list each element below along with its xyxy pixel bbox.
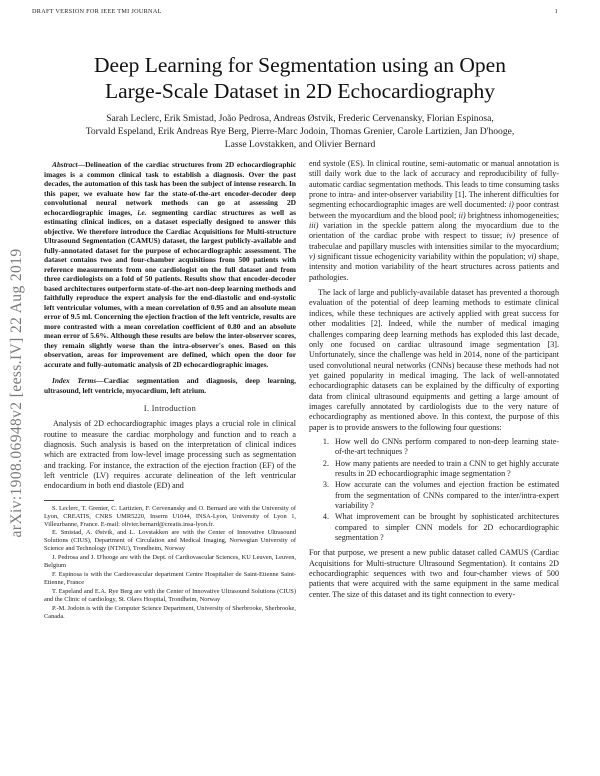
- text-run: end systole (ES). In clinical routine, semi-automatic or manual annotation is still daily work due to the lack of accuracy and reproducibility of fully-automatic cardiac segmentation methods. This leads to time consuming tasks prone to intra- and inter-observer variability [1]. The inherent difficulties for segmenting echocardiographic images are well documented:: [309, 159, 559, 210]
- arxiv-sidebar: [2, 205, 32, 580]
- title-line-2: Large-Scale Dataset in 2D Echocardiography: [104, 79, 496, 103]
- authors-line-3: Lasse Lovstakken, and Olivier Bernard: [224, 139, 376, 150]
- list-marker: iv): [506, 231, 516, 241]
- text-run: poor contrast between the myocardium and the blood pool;: [309, 200, 559, 220]
- author-list: [50, 112, 550, 151]
- arxiv-identifier: arXiv:1908.06948v2 [eess.IV] 22 Aug 2019: [8, 248, 25, 537]
- text-run: brightness inhomogeneities;: [465, 210, 559, 220]
- text-run: variation in the speckle pattern along the myocardium due to the orientation of the cardiac probe with respect to tissue;: [309, 221, 559, 241]
- footnote: T. Espeland and E.A. Rye Berg are with the Center of Innovative Ultrasound Solutions (CIUS) and the Clinic of cardiology, St. Olavs Hospital, Trondheim, Norway: [44, 587, 296, 603]
- intro-continuation: [309, 159, 559, 283]
- abstract-text-1: Delineation of the cardiac structures from 2D echocardiographic images is a common clinical task to establish a diagnosis. Over the past decades, the automation of this task has been the subject of intense research. In this paper, we evaluate how far the state-of-the-art encoder-decoder deep convolutional neural network methods can go at assessing 2D echocardiographic images,: [44, 160, 296, 217]
- motivation-paragraph: The lack of large and publicly-available dataset has prevented a thorough evaluation of the potential of deep learning methods to estimate clinical indices, while these techniques are actively applied with great success for other modalities [2]. Indeed, while the number of medical imaging challenges comparing deep learning methods has exploded this last decade, only one focused on cardiac ultrasound image segmentation [3]. Unfortunately, since the challenge was held in 2014, none of the participant used convolutional neural networks (CNNs) because these methods had not yet gained popularity in medical imaging. The lack of well-annotated echocardiographic datasets can be explained by the difficulty of exporting data from clinical ultrasound equipments and getting a large amount of images carefully annotated by cardiologists due to the very nature of echocardiography as mentioned above. In this context, the purpose of this paper is to provide answers to the following four questions:: [309, 288, 559, 432]
- index-terms-label: Index Terms—: [52, 376, 104, 385]
- index-terms-text: Cardiac segmentation and diagnosis, deep learning, ultrasound, left ventricle, myocardium, left atrium.: [44, 376, 296, 395]
- list-marker: vi): [527, 252, 537, 262]
- right-column: [309, 159, 559, 600]
- list-marker: v): [309, 252, 316, 262]
- list-marker: ii): [458, 210, 466, 220]
- running-header: [32, 8, 558, 15]
- text-run: significant tissue echogenicity variability within the population;: [315, 252, 528, 262]
- question-item: 3. How accurate can the volumes and ejection fraction be estimated from the segmentation of CNNs compared to the inter/intra-expert variability ?: [331, 480, 559, 511]
- page-number: 1: [554, 8, 558, 15]
- footnote: F. Espinosa is with the Cardiovascular department Centre Hospitalier de Saint-Etienne Saint-Etienne, France: [44, 571, 296, 586]
- title-line-1: Deep Learning for Segmentation using an Open: [94, 53, 506, 77]
- intro-paragraph: Analysis of 2D echocardiographic images plays a crucial role in clinical routine to measure the cardiac morphology and function and to reach a diagnosis. Such analysis is based on the interpretation of clinical indices which are extracted from low-level image processing such as segmentation and tracking. For instance, the extraction of the ejection fraction (EF) of the left ventricle (LV) requires accurate delineation of the left ventricular endocardium in both end diastole (ED) and: [44, 419, 296, 491]
- authors-line-2: Torvald Espeland, Erik Andreas Rye Berg, Pierre-Marc Jodoin, Thomas Grenier, Carole Lartizien, Jan D'hooge,: [85, 126, 515, 137]
- left-column: [44, 160, 296, 621]
- abstract-ie: i.e.: [137, 207, 147, 217]
- dataset-paragraph: For that purpose, we present a new public dataset called CAMUS (Cardiac Acquisitions for Multi-structure Ultrasound Segmentation). It contains 2D echocardiographic sequences with two and four-chamber views of 500 patients that were acquired with the same equipment in the same medical center. The size of this dataset and its tight connection to every-: [309, 548, 559, 599]
- question-item: 1. How well do CNNs perform compared to non-deep learning state-of-the-art techniques ?: [331, 437, 559, 458]
- footnote: E. Smistad, A. Østvik, and L. Lovstakken are with the Center of Innovative Ultrasound Solutions (CIUS), Department of Circulation and Medical Imaging, Norwegian University of Science and Technology (NTNU), Trondheim, Norway: [44, 529, 296, 553]
- index-terms: [44, 376, 296, 395]
- footnote: P.-M. Jodoin is with the Computer Science Department, University of Sherbrooke, Sherbrooke, Canada.: [44, 604, 296, 620]
- footnote-rule: [44, 500, 114, 501]
- question-item: 4. What improvement can be brought by sophisticated architectures compared to simpler CNN models for 2D echocardiographic segmentation ?: [331, 512, 559, 543]
- footnote: J. Pedrosa and J. D'hooge are with the Dept. of Cardiovascular Sciences, KU Leuven, Leuven, Belgium: [44, 554, 296, 570]
- question-item: 2. How many patients are needed to train a CNN to get highly accurate results in 2D echocardiographic image segmentation ?: [331, 459, 559, 480]
- section-heading-introduction: I. Introduction: [143, 404, 197, 413]
- list-marker: iii): [309, 221, 319, 231]
- abstract-text-2: segmenting cardiac structures as well as estimating clinical indices, on a dataset especially designed to answer this objective. We therefore introduce the Cardiac Acquisitions for Multi-structure Ultrasound Segmentation (CAMUS) dataset, the largest publicly-available and fully-annotated dataset for the purpose of echocardiographic assessment. The dataset contains two and four-chamber acquisitions from 500 patients with reference measurements from one cardiologist on the full dataset and from three cardiologists on a fold of 50 patients. Results show that encoder-decoder based architectures outperform state-of-the-art non-deep learning methods and faithfully reproduce the expert analysis for the end-diastolic and end-systolic left ventricular volumes, with a mean correlation of 0.95 and an absolute mean error of 9.5 ml. Concerning the ejection fraction of the left ventricle, results are more contrasted with a mean correlation coefficient of 0.80 and an absolute mean error of 5.6%. Although these results are below the inter-observer scores, they remain slightly worse than the intra-observer's ones. Based on this observation, areas for improvement are defined, which open the door for accurate and fully-automatic analysis of 2D echocardiographic images.: [44, 207, 296, 369]
- research-questions: [309, 437, 559, 543]
- authors-line-1: Sarah Leclerc, Erik Smistad, João Pedrosa, Andreas Østvik, Frederic Cervenansky, Florian Espinosa,: [106, 113, 494, 124]
- text-run: presence of trabeculae and papillary muscles with intensities similar to the myocardium;: [309, 231, 559, 251]
- abstract-label: Abstract—: [52, 160, 86, 169]
- paper-title: [40, 52, 560, 104]
- text-run: shape, intensity and motion variability of the heart structures across patients and pathologies.: [309, 252, 559, 282]
- list-marker: i): [508, 200, 514, 210]
- abstract: [44, 160, 296, 369]
- footnote: S. Leclerc, T. Grenier, C. Lartizien, F. Cervenansky and O. Bernard are with the University of Lyon, CREATIS, CNRS UMR5220, Inserm U1044, INSA-Lyon, University of Lyon 1, Villeurbanne, France. E-mail: olivier.bernard@creatis.insa-lyon.fr.: [44, 504, 296, 528]
- journal-header: DRAFT VERSION FOR IEEE TMI JOURNAL: [32, 8, 162, 15]
